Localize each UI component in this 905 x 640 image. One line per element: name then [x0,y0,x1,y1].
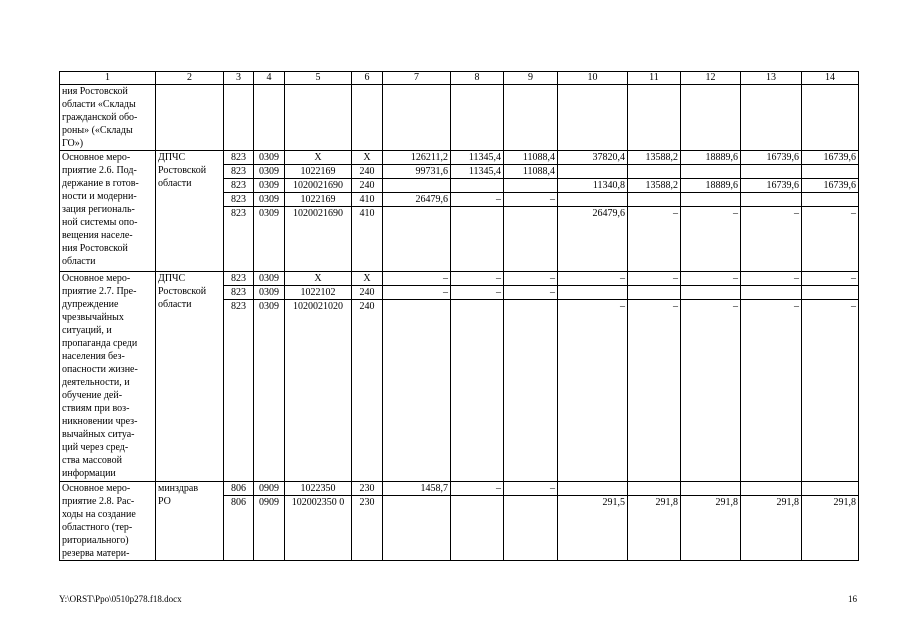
measure-name-line: дупреждение [62,299,119,310]
value-cell-col9 [504,179,558,193]
measure-name-line: области [62,256,96,267]
empty-cell [383,85,451,151]
value-cell-col9 [504,207,558,272]
value-cell-col5: 1022169 [285,165,352,179]
header-cell-13: 13 [741,72,802,85]
value-cell-col10 [558,193,628,207]
measure-name-line: пропаганда среди [62,338,138,349]
value-cell-col12: – [681,272,741,286]
value-cell-col5: 1020021690 [285,207,352,272]
measure-name-line: приятие 2.8. Рас- [62,496,135,507]
measure-name-line: вещения населе- [62,230,133,241]
value-cell-col4: 0909 [254,496,285,561]
value-cell-col6: 240 [352,179,383,193]
measure-name-line: ГО») [62,138,84,149]
measure-name-line: никновении чрез- [62,416,138,427]
value-cell-col7: 26479,6 [383,193,451,207]
value-cell-col8: – [451,272,504,286]
value-cell-col8: 11345,4 [451,151,504,165]
value-cell-col14: – [802,272,859,286]
value-cell-col9: – [504,482,558,496]
measure-name-line: ности и модерни- [62,191,137,202]
measure-name [60,272,156,482]
value-cell-col4: 0309 [254,272,285,286]
empty-cell [741,85,802,151]
measure-name [60,482,156,561]
value-cell-col11 [628,193,681,207]
value-cell-col6: 240 [352,300,383,482]
value-cell-col12: – [681,300,741,482]
value-cell-col7 [383,179,451,193]
value-cell-col6: 410 [352,207,383,272]
header-cell-5: 5 [285,72,352,85]
value-cell-col3: 823 [224,207,254,272]
value-cell-col14: – [802,300,859,482]
value-cell-col11: – [628,300,681,482]
header-cell-3: 3 [224,72,254,85]
value-cell-col3: 823 [224,179,254,193]
empty-cell [285,85,352,151]
measure-name-line: ствиям при воз- [62,403,130,414]
header-cell-6: 6 [352,72,383,85]
measure-name-line: информации [62,468,116,479]
executor-name-line: области [158,299,192,310]
value-cell-col8: – [451,286,504,300]
measure-name-line: Основное меро- [62,483,131,494]
value-cell-col5: X [285,272,352,286]
empty-cell [558,85,628,151]
value-cell-col6: 240 [352,165,383,179]
value-cell-col3: 823 [224,151,254,165]
executor-name-line: ДПЧС [158,273,186,284]
header-cell-14: 14 [802,72,859,85]
value-cell-col7: 126211,2 [383,151,451,165]
measure-name-line: приятие 2.7. Пре- [62,286,137,297]
empty-cell [802,85,859,151]
table-row [60,151,859,165]
empty-cell [352,85,383,151]
value-cell-col11 [628,482,681,496]
measure-name-line: держание в готов- [62,178,139,189]
value-cell-col4: 0309 [254,193,285,207]
measure-name-line: ства массовой [62,455,122,466]
value-cell-col11 [628,286,681,300]
empty-cell [681,85,741,151]
value-cell-col9: – [504,286,558,300]
header-cell-10: 10 [558,72,628,85]
measure-name [60,151,156,272]
value-cell-col12: – [681,207,741,272]
value-cell-col6: 230 [352,496,383,561]
value-cell-col13: – [741,300,802,482]
measure-name-line: областного (тер- [62,522,133,533]
measure-name-line: Основное меро- [62,273,131,284]
value-cell-col10: 37820,4 [558,151,628,165]
value-cell-col12: 18889,6 [681,151,741,165]
value-cell-col5: 102002350 0 [285,496,352,561]
value-cell-col5: 1020021690 [285,179,352,193]
value-cell-col10: 26479,6 [558,207,628,272]
value-cell-col9: – [504,193,558,207]
value-cell-col9: 11088,4 [504,165,558,179]
measure-name-line: ситуаций, и [62,325,112,336]
executor-name-line: Ростовской [158,286,207,297]
value-cell-col13 [741,286,802,300]
header-cell-8: 8 [451,72,504,85]
value-cell-col13: – [741,272,802,286]
value-cell-col13: 291,8 [741,496,802,561]
empty-cell [254,85,285,151]
measure-name-line: ния Ростовской [62,86,128,97]
value-cell-col8 [451,300,504,482]
measure-name-line: резерва матери- [62,548,130,559]
table-row [60,85,859,151]
value-cell-col13: 16739,6 [741,179,802,193]
header-cell-11: 11 [628,72,681,85]
measure-name-line: приятие 2.6. Под- [62,165,137,176]
value-cell-col7 [383,207,451,272]
header-cell-7: 7 [383,72,451,85]
value-cell-col13 [741,482,802,496]
measure-name-line: ния Ростовской [62,243,128,254]
measure-name-line: опасности жизне- [62,364,138,375]
header-cell-4: 4 [254,72,285,85]
value-cell-col3: 806 [224,482,254,496]
value-cell-col12 [681,286,741,300]
value-cell-col4: 0309 [254,151,285,165]
measure-name-line: риториального) [62,535,129,546]
value-cell-col6: 410 [352,193,383,207]
value-cell-col13 [741,193,802,207]
measure-name-line: деятельности, и [62,377,130,388]
value-cell-col9 [504,300,558,482]
value-cell-col14 [802,286,859,300]
empty-cell [224,85,254,151]
value-cell-col11: – [628,272,681,286]
value-cell-col11: 291,8 [628,496,681,561]
value-cell-col5: 1022169 [285,193,352,207]
value-cell-col8: 11345,4 [451,165,504,179]
executor-name-line: РО [158,496,171,507]
measure-name-line: населения без- [62,351,125,362]
value-cell-col10 [558,165,628,179]
value-cell-col11: 13588,2 [628,179,681,193]
value-cell-col9: – [504,272,558,286]
value-cell-col14 [802,482,859,496]
header-cell-9: 9 [504,72,558,85]
executor-name-line: Ростовской [158,165,207,176]
value-cell-col6: X [352,151,383,165]
table-row [60,272,859,286]
measure-name-line: области «Склады [62,99,136,110]
value-cell-col5: X [285,151,352,165]
value-cell-col7 [383,496,451,561]
value-cell-col14 [802,165,859,179]
empty-cell [451,85,504,151]
executor-name-line: области [158,178,192,189]
value-cell-col5: 1022350 [285,482,352,496]
value-cell-col10: – [558,272,628,286]
measure-name-line: ций через сред- [62,442,129,453]
value-cell-col4: 0309 [254,165,285,179]
value-cell-col13 [741,165,802,179]
measure-name-line: ной системы опо- [62,217,138,228]
header-cell-1: 1 [60,72,156,85]
measure-name-line: гражданской обо- [62,112,138,123]
value-cell-col10 [558,482,628,496]
value-cell-col8 [451,207,504,272]
value-cell-col4: 0309 [254,207,285,272]
value-cell-col12: 18889,6 [681,179,741,193]
value-cell-col12: 291,8 [681,496,741,561]
value-cell-col6: 230 [352,482,383,496]
value-cell-col10: 291,5 [558,496,628,561]
value-cell-col14: 291,8 [802,496,859,561]
value-cell-col7 [383,300,451,482]
value-cell-col14: 16739,6 [802,151,859,165]
value-cell-col6: 240 [352,286,383,300]
value-cell-col3: 823 [224,300,254,482]
page-number: 16 [848,594,857,604]
measure-name-line: роны» («Склады [62,125,133,136]
value-cell-col14: 16739,6 [802,179,859,193]
measure-name-line: вычайных ситуа- [62,429,135,440]
value-cell-col7: 1458,7 [383,482,451,496]
value-cell-col3: 823 [224,165,254,179]
value-cell-col13: 16739,6 [741,151,802,165]
value-cell-col3: 823 [224,272,254,286]
value-cell-col14 [802,193,859,207]
value-cell-col12 [681,193,741,207]
value-cell-col11 [628,165,681,179]
value-cell-col11: – [628,207,681,272]
value-cell-col3: 806 [224,496,254,561]
value-cell-col10 [558,286,628,300]
measure-name-line: обучение дей- [62,390,123,401]
measure-name [60,85,156,151]
header-cell-12: 12 [681,72,741,85]
value-cell-col7: – [383,286,451,300]
value-cell-col3: 823 [224,193,254,207]
measure-name-line: Основное меро- [62,152,131,163]
empty-cell [156,85,224,151]
value-cell-col13: – [741,207,802,272]
value-cell-col3: 823 [224,286,254,300]
value-cell-col4: 0309 [254,286,285,300]
value-cell-col8 [451,179,504,193]
value-cell-col6: X [352,272,383,286]
budget-table [59,71,859,561]
measure-name-line: чрезвычайных [62,312,124,323]
value-cell-col9 [504,496,558,561]
value-cell-col8: – [451,193,504,207]
value-cell-col5: 1022102 [285,286,352,300]
value-cell-col9: 11088,4 [504,151,558,165]
empty-cell [628,85,681,151]
executor-name [156,272,224,482]
value-cell-col8: – [451,482,504,496]
header-row [60,72,859,85]
value-cell-col11: 13588,2 [628,151,681,165]
executor-name [156,151,224,272]
value-cell-col4: 0309 [254,179,285,193]
measure-name-line: ходы на создание [62,509,136,520]
value-cell-col12 [681,165,741,179]
value-cell-col14: – [802,207,859,272]
value-cell-col7: – [383,272,451,286]
value-cell-col10: 11340,8 [558,179,628,193]
empty-cell [504,85,558,151]
value-cell-col4: 0909 [254,482,285,496]
value-cell-col4: 0309 [254,300,285,482]
header-cell-2: 2 [156,72,224,85]
measure-name-line: зация региональ- [62,204,135,215]
document-path: Y:\ORST\Ppo\0510p278.f18.docx [59,594,182,604]
value-cell-col12 [681,482,741,496]
value-cell-col10: – [558,300,628,482]
executor-name-line: ДПЧС [158,152,186,163]
value-cell-col8 [451,496,504,561]
table-row [60,482,859,496]
executor-name [156,482,224,561]
executor-name-line: минздрав [158,483,199,494]
value-cell-col7: 99731,6 [383,165,451,179]
value-cell-col5: 1020021020 [285,300,352,482]
